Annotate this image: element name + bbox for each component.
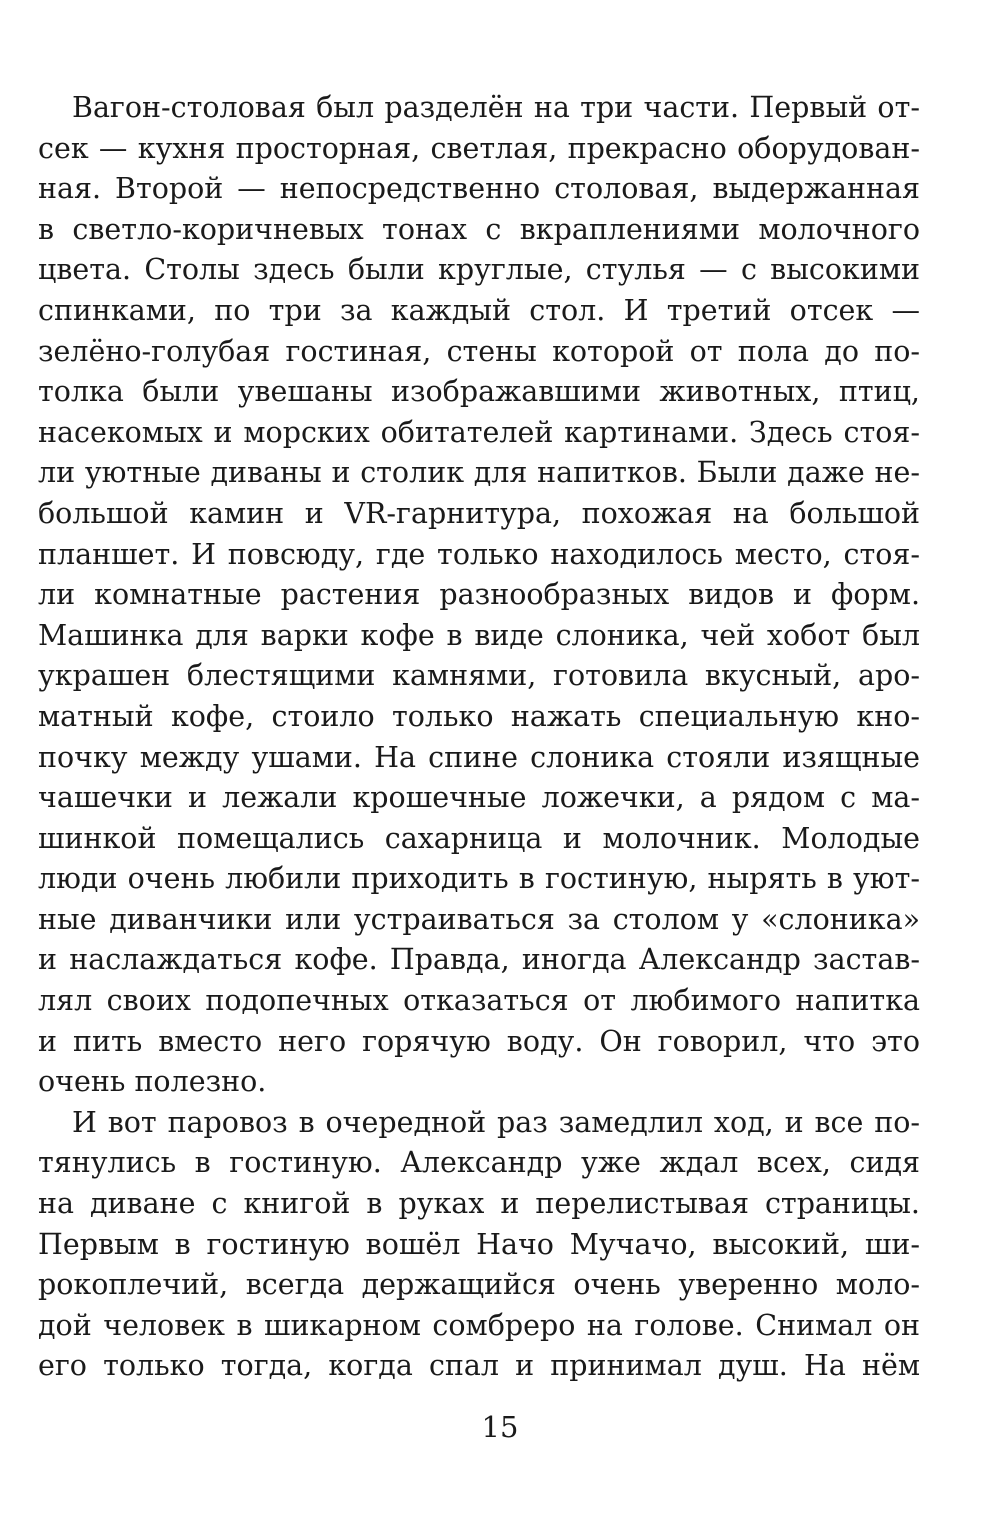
text-line: ли комнатные растения разнообразных видов и форм. xyxy=(38,578,920,612)
text-line: ли уютные диваны и столик для напитков. Были даже не- xyxy=(38,456,920,490)
text-line: ная. Второй — непосредственно столовая, выдержанная xyxy=(38,172,920,206)
text-line: И вот паровоз в очередной раз замедлил ход, и все по- xyxy=(72,1105,920,1139)
text-line: толка были увешаны изображавшими животных, птиц, xyxy=(38,375,920,409)
text-line: сек — кухня просторная, светлая, прекрасно оборудован- xyxy=(38,131,920,165)
page-number: 15 xyxy=(481,1410,519,1444)
text-line: тянулись в гостиную. Александр уже ждал всех, сидя xyxy=(38,1146,920,1180)
text-line: чашечки и лежали крошечные ложечки, а рядом с ма- xyxy=(38,781,920,815)
text-line: очень полезно. xyxy=(38,1065,267,1099)
text-line: ные диванчики или устраиваться за столом у «слоника» xyxy=(38,902,920,936)
text-line: насекомых и морских обитателей картинами. Здесь стоя- xyxy=(38,415,920,449)
text-line: лял своих подопечных отказаться от любимого напитка xyxy=(38,984,920,1018)
text-line: спинками, по три за каждый стол. И третий отсек — xyxy=(38,293,920,327)
text-line: дой человек в шикарном сомбреро на голове. Снимал он xyxy=(38,1308,920,1342)
text-line: матный кофе, стоило только нажать специальную кно- xyxy=(38,699,920,733)
text-line: Вагон-столовая был разделён на три части. Первый от- xyxy=(72,91,920,124)
text-line: люди очень любили приходить в гостиную, нырять в уют- xyxy=(38,862,920,896)
text-line: цвета. Столы здесь были круглые, стулья — с высокими xyxy=(38,253,920,287)
text-line: и пить вместо него горячую воду. Он говорил, что это xyxy=(38,1024,920,1058)
text-line: Машинка для варки кофе в виде слоника, чей хобот был xyxy=(38,618,920,652)
text-line: Первым в гостиную вошёл Начо Мучачо, высокий, ши- xyxy=(38,1227,920,1261)
text-line: на диване с книгой в руках и перелистывая страницы. xyxy=(38,1187,920,1221)
text-line: планшет. И повсюду, где только находилось место, стоя- xyxy=(38,537,920,571)
text-line: рокоплечий, всегда держащийся очень уверенно моло- xyxy=(38,1268,920,1302)
text-line: почку между ушами. На спине слоника стояли изящные xyxy=(38,740,920,774)
text-line: в светло-коричневых тонах с вкраплениями молочного xyxy=(38,212,920,246)
text-line: украшен блестящими камнями, готовила вкусный, аро- xyxy=(38,659,920,693)
text-line: его только тогда, когда спал и принимал душ. На нём xyxy=(38,1349,920,1383)
text-line: зелёно-голубая гостиная, стены которой от пола до по- xyxy=(38,334,920,368)
text-line: шинкой помещались сахарница и молочник. Молодые xyxy=(38,821,920,855)
text-line: большой камин и VR-гарнитура, похожая на большой xyxy=(38,496,920,530)
text-line: и наслаждаться кофе. Правда, иногда Александр застав- xyxy=(38,943,920,977)
body-text xyxy=(38,88,920,1387)
